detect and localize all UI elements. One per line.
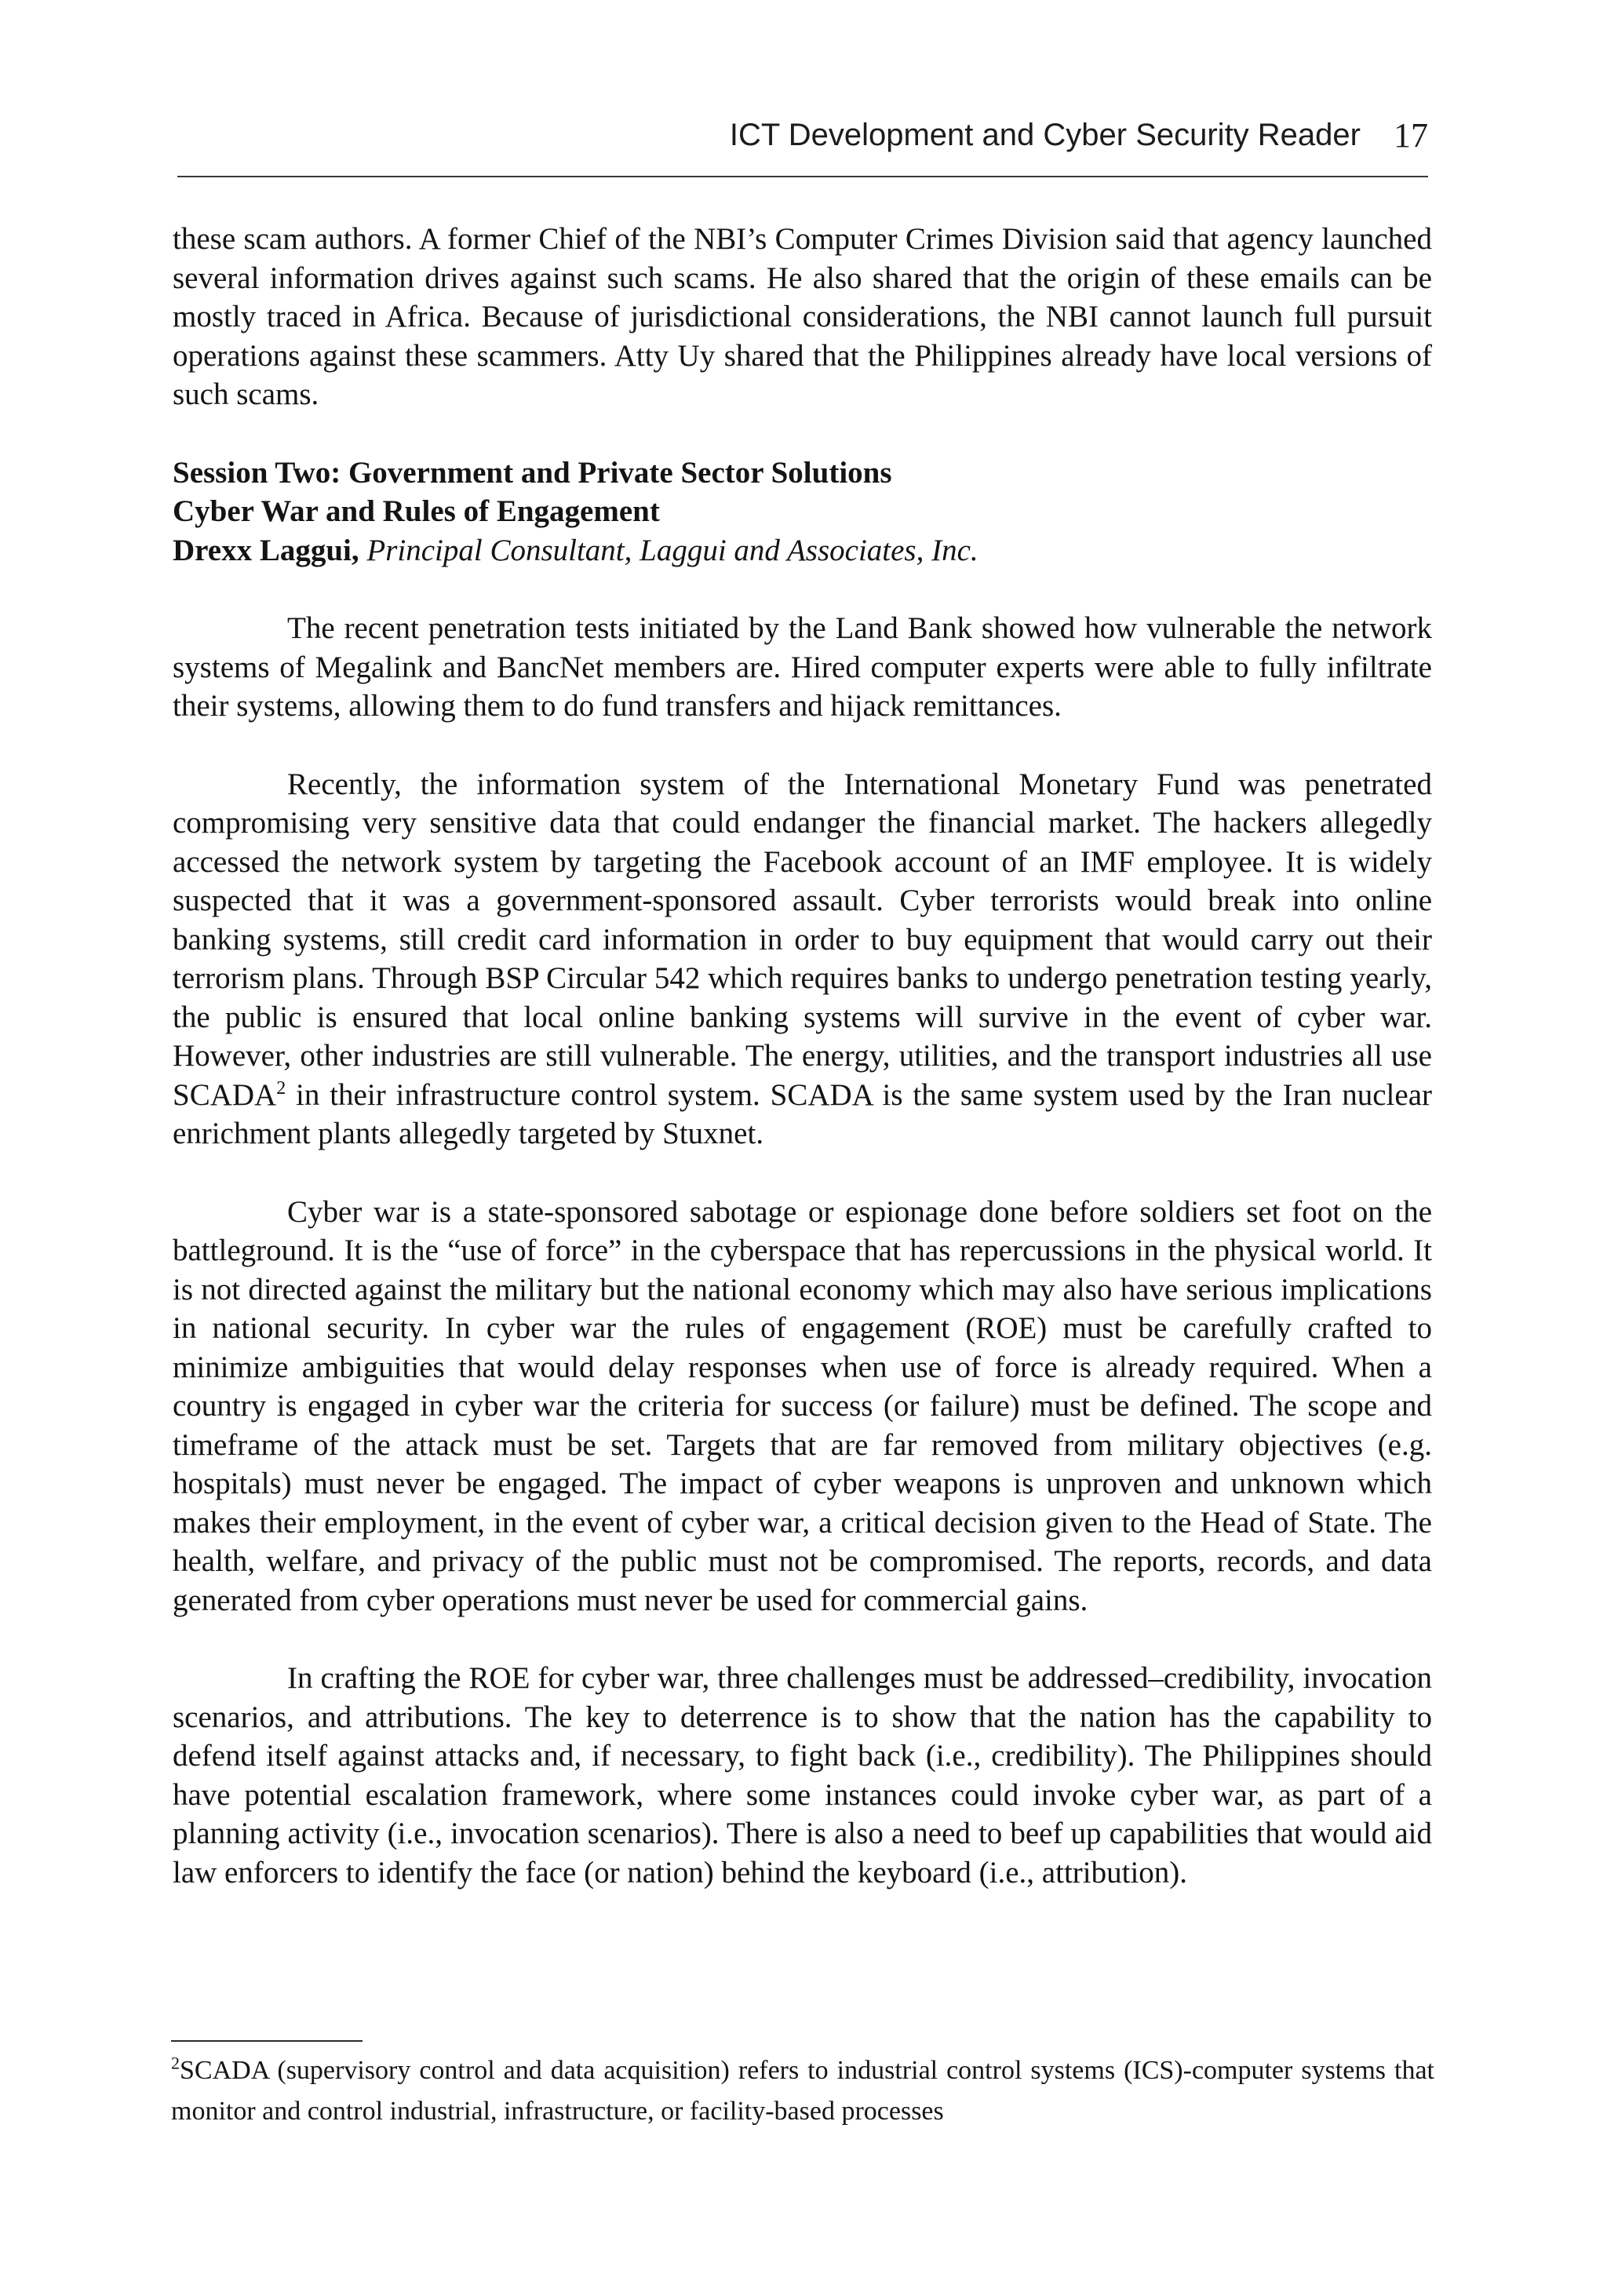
- paragraph-penetration-tests: The recent penetration tests initiated by the Land Bank showed how vulnerable the network systems of Megalink and BancNet members are. Hired computer experts were able to fully infiltrate their systems, allowing them to do fund transfers and hijack remittances.: [173, 611, 1432, 723]
- paragraph-imf-breach: [173, 765, 1432, 1153]
- running-title: ICT Development and Cyber Security Reader: [729, 118, 1361, 152]
- speaker-name: Drexx Laggui,: [173, 533, 359, 567]
- session-subheading: Cyber War and Rules of Engagement: [173, 494, 660, 528]
- footnote-divider: [171, 2040, 363, 2042]
- running-header: [177, 110, 1428, 177]
- paragraph-cyber-war-definition: Cyber war is a state-sponsored sabotage or espionage done before soldiers set foot on the battleground. It is the “use of force” in the cyberspace that has repercussions in the physical world. It is not directed against the military but the national economy which may also have serious implications in national security. In cyber war the rules of engagement (ROE) must be carefully crafted to minimize ambiguities that would delay responses when use of force is already required. When a country is engaged in cyber war the criteria for success (or failure) must be defined. The scope and timeframe of the attack must be set. Targets that are far removed from military objectives (e.g. hospitals) must never be engaged. The impact of cyber weapons is unproven and unknown which makes their employment, in the event of cyber war, a critical decision given to the Head of State. The health, welfare, and privacy of the public must not be compromised. The reports, records, and data generated from cyber operations must never be used for commercial gains.: [173, 1194, 1432, 1617]
- speaker-line: [173, 531, 1432, 570]
- session-heading-block: [173, 454, 1432, 570]
- footnote-text: SCADA (supervisory control and data acquisition) refers to industrial control systems (ICS)-computer systems that monitor and control industrial, infrastructure, or facility-based processes: [171, 2056, 1434, 2126]
- paragraph-imf-breach-text: Recently, the information system of the International Monetary Fund was penetrated compromising very sensitive data that could endanger the financial market. The hackers allegedly accessed the network system by targeting the Facebook account of an IMF employee. It is widely suspected that it was a government-sponsored assault. Cyber terrorists would break into online banking systems, still credit card information in order to buy equipment that would carry out their terrorism plans. Through BSP Circular 542 which requires banks to undergo penetration testing yearly, the public is ensured that local online banking systems will survive in the event of cyber war. However, other industries are still vulnerable. The energy, utilities, and the transport industries all use SCADA: [173, 767, 1432, 1112]
- body-text: [173, 220, 1432, 1892]
- paragraph-scam-authors: these scam authors. A former Chief of the NBI’s Computer Crimes Division said that agency launched several information drives against such scams. He also shared that the origin of these emails can be mostly traced in Africa. Because of jurisdictional considerations, the NBI cannot launch full pursuit operations against these scammers. Atty Uy shared that the Philippines already have local versions of such scams.: [173, 222, 1432, 411]
- paragraph-imf-breach-text-end: in their infrastructure control system. SCADA is the same system used by the Iran nuclear enrichment plants allegedly targeted by Stuxnet.: [173, 1077, 1432, 1150]
- footnote: [171, 2050, 1434, 2132]
- footnote-marker: 2: [171, 2053, 180, 2073]
- session-heading: Session Two: Government and Private Sector Solutions: [173, 455, 892, 490]
- page-number: 17: [1394, 116, 1428, 155]
- paragraph-roe-challenges: In crafting the ROE for cyber war, three challenges must be addressed–credibility, invocation scenarios, and attributions. The key to deterrence is to show that the nation has the capability to defend itself against attacks and, if necessary, to fight back (i.e., credibility). The Philippines should have potential escalation framework, where some instances could invoke cyber war, as part of a planning activity (i.e., invocation scenarios). There is also a need to beef up capabilities that would aid law enforcers to identify the face (or nation) behind the keyboard (i.e., attribution).: [173, 1661, 1432, 1890]
- speaker-role: Principal Consultant, Laggui and Associates, Inc.: [366, 533, 978, 567]
- footnote-reference: 2: [276, 1077, 286, 1099]
